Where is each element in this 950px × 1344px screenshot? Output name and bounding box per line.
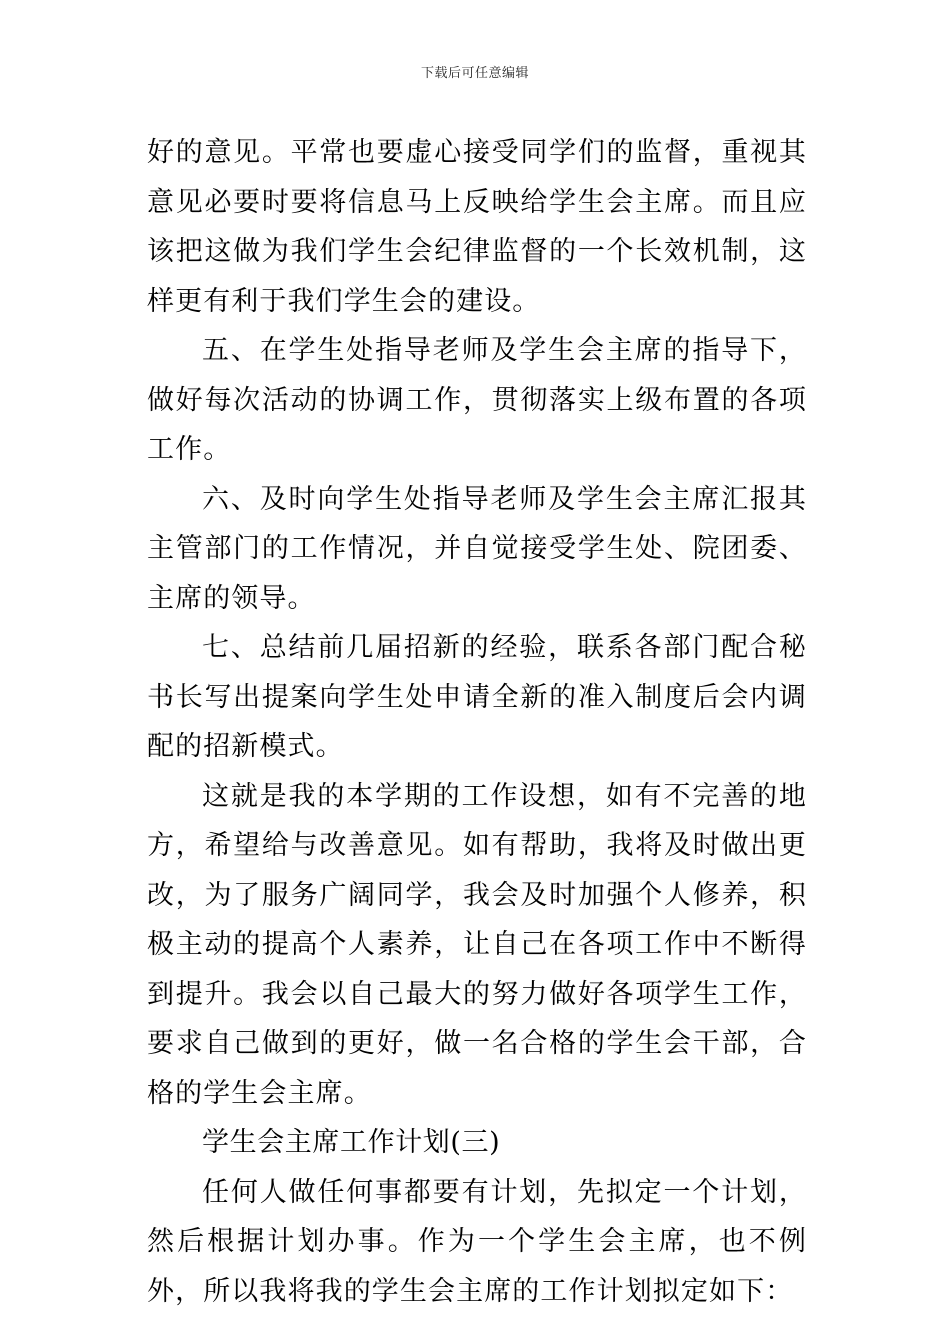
header-note: 下载后可任意编辑 xyxy=(420,66,529,81)
paragraph-item-7: 七、总结前几届招新的经验，联系各部门配合秘书长写出提案向学生处申请全新的准入制度后会内调配的招新模式。 xyxy=(147,632,807,762)
section-heading: 学生会主席工作计划(三) xyxy=(202,1127,501,1158)
paragraph-item-5: 五、在学生处指导老师及学生会主席的指导下，做好每次活动的协调工作，贯彻落实上级布置的各项工作。 xyxy=(147,335,807,465)
paragraph-summary: 这就是我的本学期的工作设想，如有不完善的地方，希望给与改善意见。如有帮助，我将及时做出更改，为了服务广阔同学，我会及时加强个人修养，积极主动的提高个人素养，让自己在各项工作中不断得到提升。我会以自己最大的努力做好各项学生工作，要求自己做到的更好，做一名合格的学生会干部，合格的学生会主席。 xyxy=(147,780,807,1109)
paragraph-continuation: 好的意见。平常也要虚心接受同学们的监督，重视其意见必要时要将信息马上反映给学生会主席。而且应该把这做为我们学生会纪律监督的一个长效机制，这样更有利于我们学生会的建设。 xyxy=(147,137,807,317)
document-body xyxy=(147,128,807,1316)
paragraph-intro: 任何人做任何事都要有计划，先拟定一个计划，然后根据计划办事。作为一个学生会主席，也不例外，所以我将我的学生会主席的工作计划拟定如下： xyxy=(147,1176,807,1307)
paragraph-item-6: 六、及时向学生处指导老师及学生会主席汇报其主管部门的工作情况，并自觉接受学生处、院团委、主席的领导。 xyxy=(147,483,807,614)
